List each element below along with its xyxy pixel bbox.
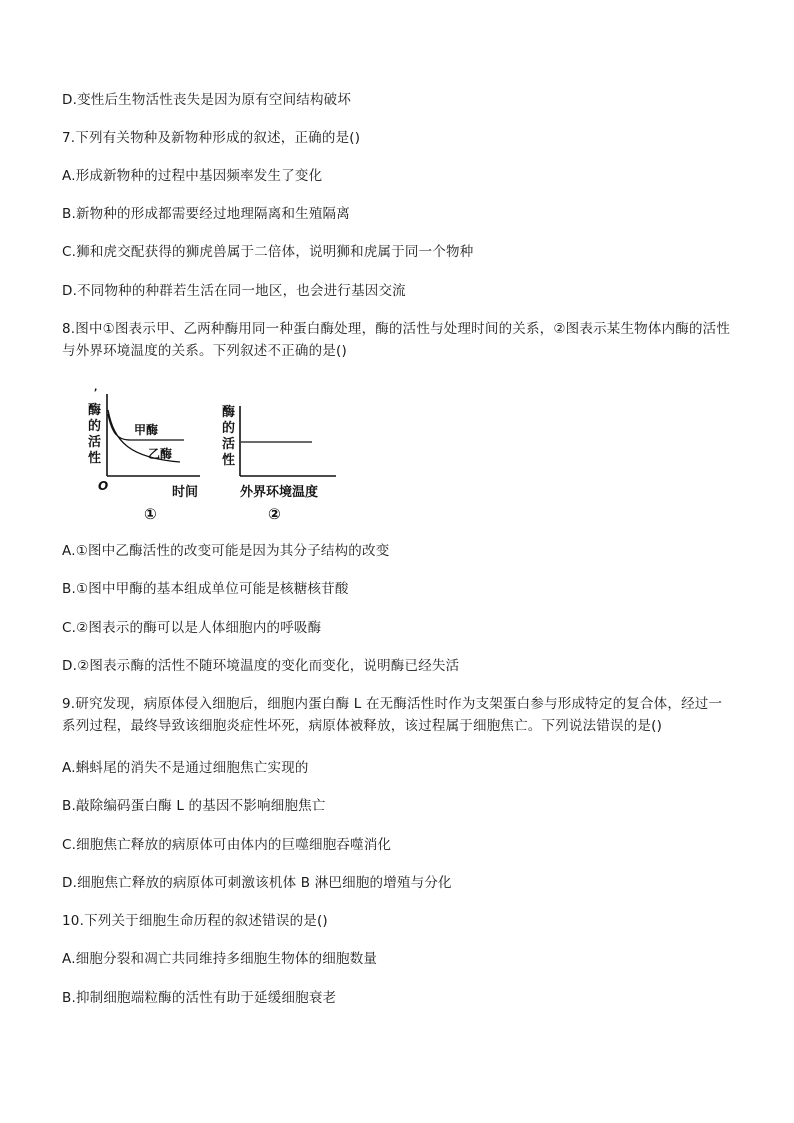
graph2-ylabel-2: 的	[222, 421, 236, 436]
question-7: 7.下列有关物种及新物种形成的叙述，正确的是()	[62, 130, 361, 146]
graph1-ylabel-2: 的	[88, 419, 102, 434]
question-10: 10.下列关于细胞生命历程的叙述错误的是()	[62, 913, 328, 929]
graph1-caption: ①	[144, 505, 157, 523]
graph2-caption: ②	[268, 505, 281, 523]
graph-1	[87, 383, 200, 523]
option-7d: D.不同物种的种群若生活在同一地区，也会进行基因交流	[62, 283, 406, 299]
graph1-ylabel-4: 性	[88, 451, 102, 466]
option-9d: D.细胞焦亡释放的病原体可刺激该机体 B 淋巴细胞的增殖与分化	[62, 875, 452, 891]
option-10b: B.抑制细胞端粒酶的活性有助于延缓细胞衰老	[62, 990, 337, 1006]
option-8d: D.②图表示酶的活性不随环境温度的变化而变化，说明酶已经失活	[62, 658, 460, 674]
enzyme-activity-figure	[80, 372, 380, 532]
graph1-ylabel-1: 酶	[88, 403, 102, 418]
question-9: 9.研究发现，病原体侵入细胞后，细胞内蛋白酶 L 在无酶活性时作为支架蛋白参与形成特定的复合体，经过一系列过程，最终导致该细胞炎症性坏死，病原体被释放，该过程属于细胞焦亡。下列说法错误的是()	[62, 696, 723, 734]
option-7c: C.狮和虎交配获得的狮虎兽属于二倍体，说明狮和虎属于同一个物种	[62, 244, 474, 260]
graph-2	[221, 404, 336, 523]
option-9b: B.敲除编码蛋白酶 L 的基因不影响细胞焦亡	[62, 798, 326, 814]
graph1-ylabel-3: 活	[88, 435, 102, 450]
option-7a: A.形成新物种的过程中基因频率发生了变化	[62, 168, 323, 184]
option-9a: A.蝌蚪尾的消失不是通过细胞焦亡实现的	[62, 760, 309, 776]
option-10a: A.细胞分裂和凋亡共同维持多细胞生物体的细胞数量	[62, 951, 378, 967]
graph2-ylabel-4: 性	[222, 453, 236, 468]
label-jia: 甲酶	[134, 423, 159, 437]
question-8: 8.图中①图表示甲、乙两种酶用同一种蛋白酶处理，酶的活性与处理时间的关系，②图表示某生物体内酶的活性与外界环境温度的关系。下列叙述不正确的是()	[62, 321, 731, 359]
label-yi: 乙酶	[148, 447, 173, 461]
svg-text:,: ,	[94, 383, 98, 393]
graph1-xlabel: 时间	[172, 485, 199, 500]
graph2-xlabel: 外界环境温度	[240, 485, 319, 500]
option-8a: A.①图中乙酶活性的改变可能是因为其分子结构的改变	[62, 543, 390, 559]
option-7b: B.新物种的形成都需要经过地理隔离和生殖隔离	[62, 206, 350, 222]
option-8b: B.①图中甲酶的基本组成单位可能是核糖核苷酸	[62, 581, 349, 597]
graph2-ylabel-3: 活	[222, 437, 236, 452]
option-6d: D.变性后生物活性丧失是因为原有空间结构破坏	[62, 92, 352, 108]
graph1-origin: O	[98, 479, 109, 493]
option-9c: C.细胞焦亡释放的病原体可由体内的巨噬细胞吞噬消化	[62, 837, 392, 853]
option-8c: C.②图表示的酶可以是人体细胞内的呼吸酶	[62, 620, 322, 636]
graph2-ylabel-1: 酶	[222, 405, 236, 420]
